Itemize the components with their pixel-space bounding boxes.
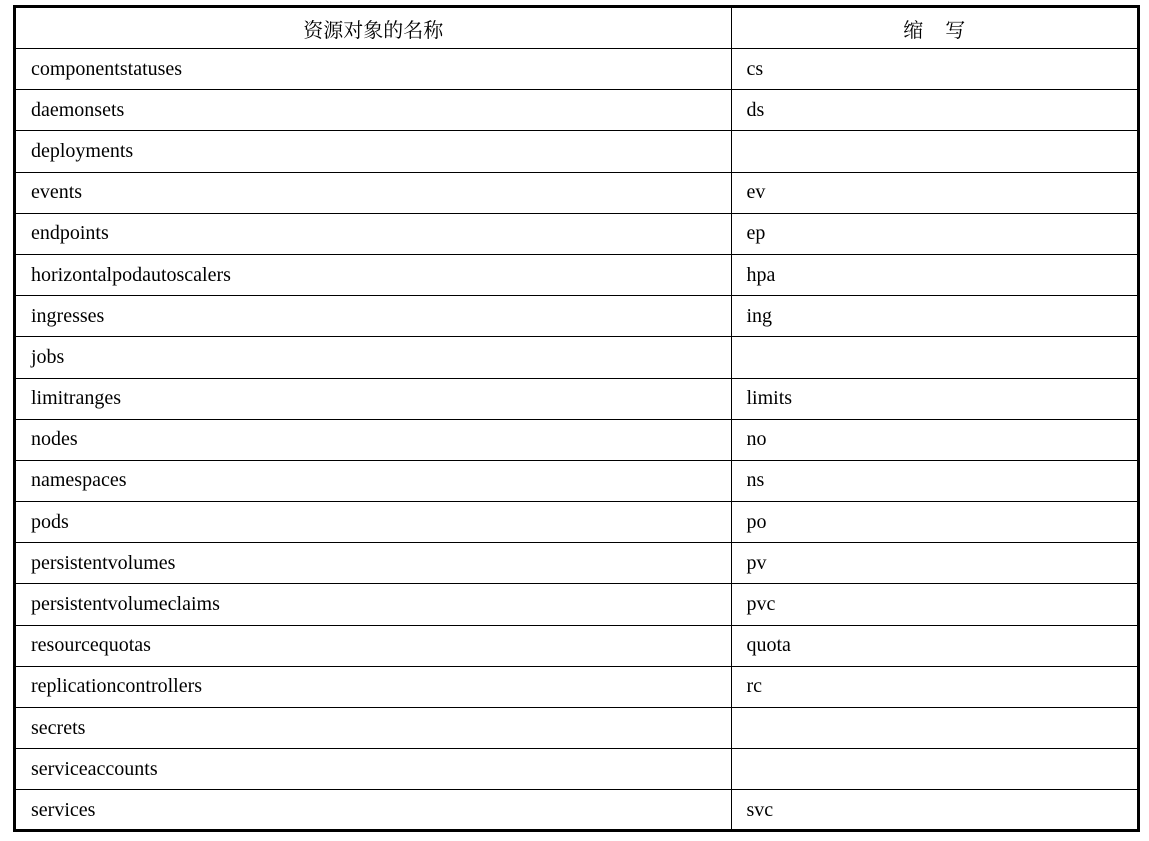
resource-name-cell: ingresses xyxy=(16,296,731,337)
resource-name-cell: jobs xyxy=(16,337,731,378)
abbreviation-cell: ns xyxy=(731,460,1137,501)
resource-name-cell: services xyxy=(16,790,731,831)
table-row xyxy=(16,254,1137,295)
abbreviation-cell: limits xyxy=(731,378,1137,419)
abbreviation-cell: ev xyxy=(731,172,1137,213)
table-row xyxy=(16,749,1137,790)
resource-name-cell: horizontalpodautoscalers xyxy=(16,254,731,295)
table-row xyxy=(16,49,1137,90)
abbreviation-cell: pvc xyxy=(731,584,1137,625)
abbreviation-cell: cs xyxy=(731,49,1137,90)
table-row xyxy=(16,213,1137,254)
table-row xyxy=(16,131,1137,172)
table-row xyxy=(16,460,1137,501)
table-row xyxy=(16,790,1137,831)
resource-name-cell: deployments xyxy=(16,131,731,172)
resource-abbreviation-table xyxy=(13,5,1140,832)
abbreviation-cell xyxy=(731,749,1137,790)
header-row xyxy=(16,8,1137,49)
table-row xyxy=(16,378,1137,419)
abbreviation-cell xyxy=(731,708,1137,749)
header-resource-name: 资源对象的名称 xyxy=(16,8,731,49)
table-row xyxy=(16,708,1137,749)
resource-name-cell: persistentvolumes xyxy=(16,543,731,584)
table-row xyxy=(16,419,1137,460)
table-row xyxy=(16,666,1137,707)
table-row xyxy=(16,625,1137,666)
resource-name-cell: pods xyxy=(16,502,731,543)
resource-name-cell: daemonsets xyxy=(16,90,731,131)
abbreviation-cell: svc xyxy=(731,790,1137,831)
table-row xyxy=(16,584,1137,625)
abbreviation-cell: hpa xyxy=(731,254,1137,295)
abbreviation-cell: ds xyxy=(731,90,1137,131)
table xyxy=(16,8,1137,831)
resource-name-cell: nodes xyxy=(16,419,731,460)
abbreviation-cell: pv xyxy=(731,543,1137,584)
abbreviation-cell xyxy=(731,131,1137,172)
resource-name-cell: secrets xyxy=(16,708,731,749)
abbreviation-cell: quota xyxy=(731,625,1137,666)
header-abbreviation: 缩写 xyxy=(731,8,1137,49)
resource-name-cell: endpoints xyxy=(16,213,731,254)
table-row xyxy=(16,543,1137,584)
resource-name-cell: events xyxy=(16,172,731,213)
table-row xyxy=(16,296,1137,337)
resource-name-cell: namespaces xyxy=(16,460,731,501)
abbreviation-cell: ep xyxy=(731,213,1137,254)
resource-name-cell: serviceaccounts xyxy=(16,749,731,790)
resource-name-cell: limitranges xyxy=(16,378,731,419)
abbreviation-cell: rc xyxy=(731,666,1137,707)
resource-name-cell: persistentvolumeclaims xyxy=(16,584,731,625)
resource-name-cell: componentstatuses xyxy=(16,49,731,90)
resource-name-cell: resourcequotas xyxy=(16,625,731,666)
abbreviation-cell: po xyxy=(731,502,1137,543)
resource-name-cell: replicationcontrollers xyxy=(16,666,731,707)
abbreviation-cell xyxy=(731,337,1137,378)
table-row xyxy=(16,502,1137,543)
abbreviation-cell: no xyxy=(731,419,1137,460)
table-row xyxy=(16,172,1137,213)
abbreviation-cell: ing xyxy=(731,296,1137,337)
table-row xyxy=(16,337,1137,378)
table-row xyxy=(16,90,1137,131)
